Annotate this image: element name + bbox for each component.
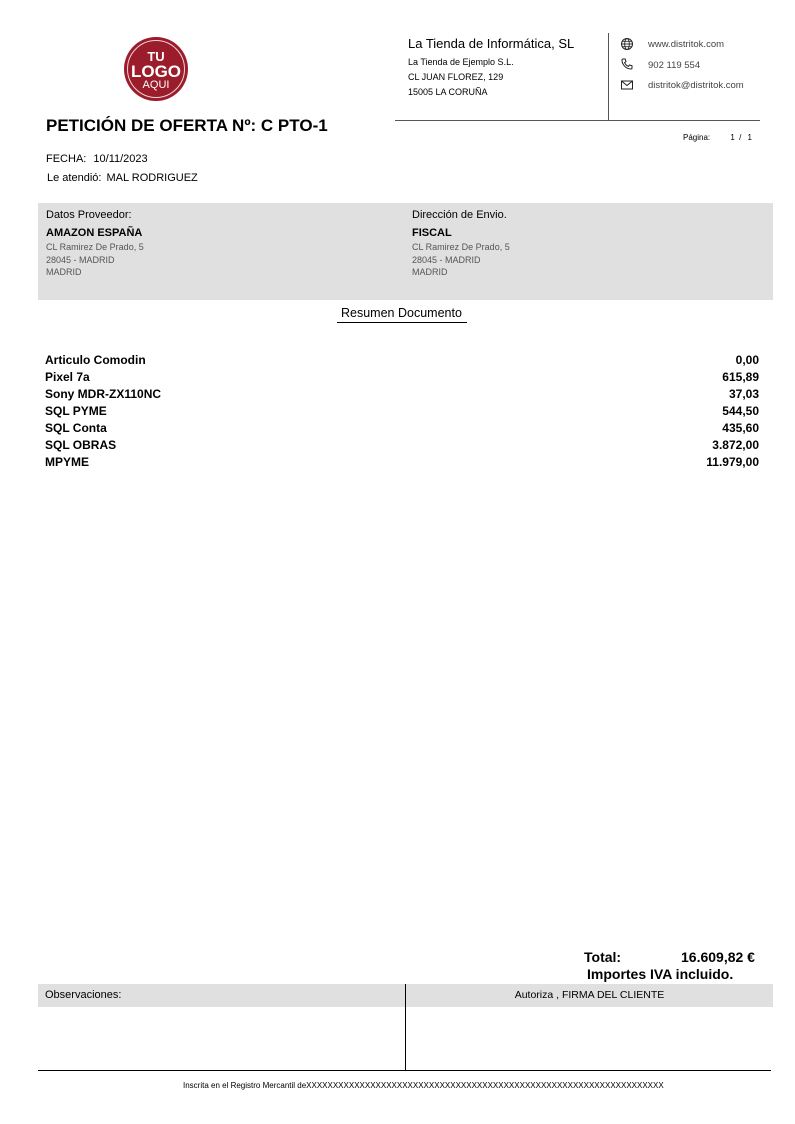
- logo-text-line3: AQUI: [142, 78, 170, 91]
- document-title: PETICIÓN DE OFERTA Nº: C PTO-1: [46, 116, 328, 135]
- footer-line: [38, 1070, 771, 1071]
- item-name: SQL OBRAS: [45, 438, 117, 452]
- item-name: Sony MDR-ZX110NC: [45, 387, 162, 401]
- shipping-postal: 28045 - MADRID: [412, 254, 481, 265]
- header-divider-horizontal: [395, 120, 760, 121]
- contact-web: www.distritok.com: [648, 39, 725, 50]
- item-amount: 544,50: [722, 404, 759, 418]
- fecha-value: 10/11/2023: [93, 153, 148, 165]
- item-amount: 3.872,00: [712, 438, 759, 452]
- list-item: [45, 420, 759, 437]
- phone-icon: [620, 57, 634, 71]
- logo-text-line2: LOGO: [130, 61, 182, 81]
- contact-phone: 902 119 554: [648, 60, 701, 71]
- shipping-province: MADRID: [412, 267, 448, 277]
- signature-label: Autoriza , FIRMA DEL CLIENTE: [514, 989, 665, 1001]
- company-logo: [124, 37, 188, 101]
- header-divider-vertical: [608, 33, 609, 120]
- company-legal-name: La Tienda de Ejemplo S.L.: [408, 57, 514, 67]
- supplier-postal: 28045 - MADRID: [46, 254, 115, 265]
- list-item: [45, 386, 759, 403]
- supplier-name: AMAZON ESPAÑA: [46, 227, 143, 239]
- list-item: [45, 454, 759, 471]
- fecha-row: [46, 153, 148, 165]
- atendio-row: [47, 172, 198, 184]
- shipping-address-block: [412, 241, 510, 279]
- contact-email: distritok@distritok.com: [648, 80, 744, 91]
- signature-divider: [405, 984, 406, 1070]
- page-indicator: [683, 133, 752, 142]
- logo-text-line1: TU: [147, 48, 165, 64]
- item-name: SQL PYME: [45, 404, 107, 418]
- registry-note: Inscrita en el Registro Mercantil deXXXXXXXXXXXXXXXXXXXXXXXXXXXXXXXXXXXXXXXXXXXXXXXXXXXXXXXXXXXXXXXXXXX: [183, 1081, 664, 1090]
- fecha-label: FECHA:: [46, 153, 87, 165]
- logo-ring: [127, 40, 185, 98]
- observations-label: Observaciones:: [45, 989, 122, 1001]
- atendio-label: Le atendió:: [47, 172, 102, 184]
- globe-icon: [620, 37, 634, 51]
- summary-title: Resumen Documento: [337, 306, 467, 323]
- list-item: [45, 369, 759, 386]
- items-list: [45, 352, 759, 471]
- atendio-value: MAL RODRIGUEZ: [106, 172, 198, 184]
- item-amount: 37,03: [728, 387, 759, 401]
- item-name: MPYME: [45, 455, 90, 469]
- company-address: CL JUAN FLOREZ, 129: [408, 72, 504, 82]
- item-amount: 435,60: [722, 421, 759, 435]
- company-name: La Tienda de Informática, SL: [408, 36, 575, 51]
- page-separator: /: [739, 133, 742, 142]
- supplier-address: CL Ramirez De Prado, 5: [46, 242, 144, 252]
- item-amount: 11.979,00: [706, 455, 759, 469]
- total-value: 16.609,82 €: [681, 949, 755, 965]
- supplier-label: Datos Proveedor:: [46, 209, 132, 221]
- item-amount: 615,89: [722, 370, 759, 384]
- supplier-province: MADRID: [46, 267, 82, 277]
- item-name: Articulo Comodin: [45, 353, 146, 367]
- total-label: Total:: [584, 949, 622, 965]
- parties-band: [38, 203, 773, 300]
- envelope-icon: [620, 78, 634, 92]
- shipping-address: CL Ramirez De Prado, 5: [412, 242, 510, 252]
- page-current: 1: [730, 133, 735, 142]
- page-total: 1: [747, 133, 752, 142]
- page-label: Página:: [683, 133, 711, 142]
- list-item: [45, 403, 759, 420]
- supplier-address-block: [46, 241, 144, 279]
- list-item: [45, 352, 759, 369]
- company-city: 15005 LA CORUÑA: [408, 87, 488, 97]
- list-item: [45, 437, 759, 454]
- item-amount: 0,00: [735, 353, 759, 367]
- item-name: SQL Conta: [45, 421, 107, 435]
- iva-note: Importes IVA incluido.: [587, 966, 734, 982]
- shipping-name: FISCAL: [412, 227, 452, 239]
- shipping-label: Dirección de Envio.: [412, 209, 507, 221]
- item-name: Pixel 7a: [45, 370, 90, 384]
